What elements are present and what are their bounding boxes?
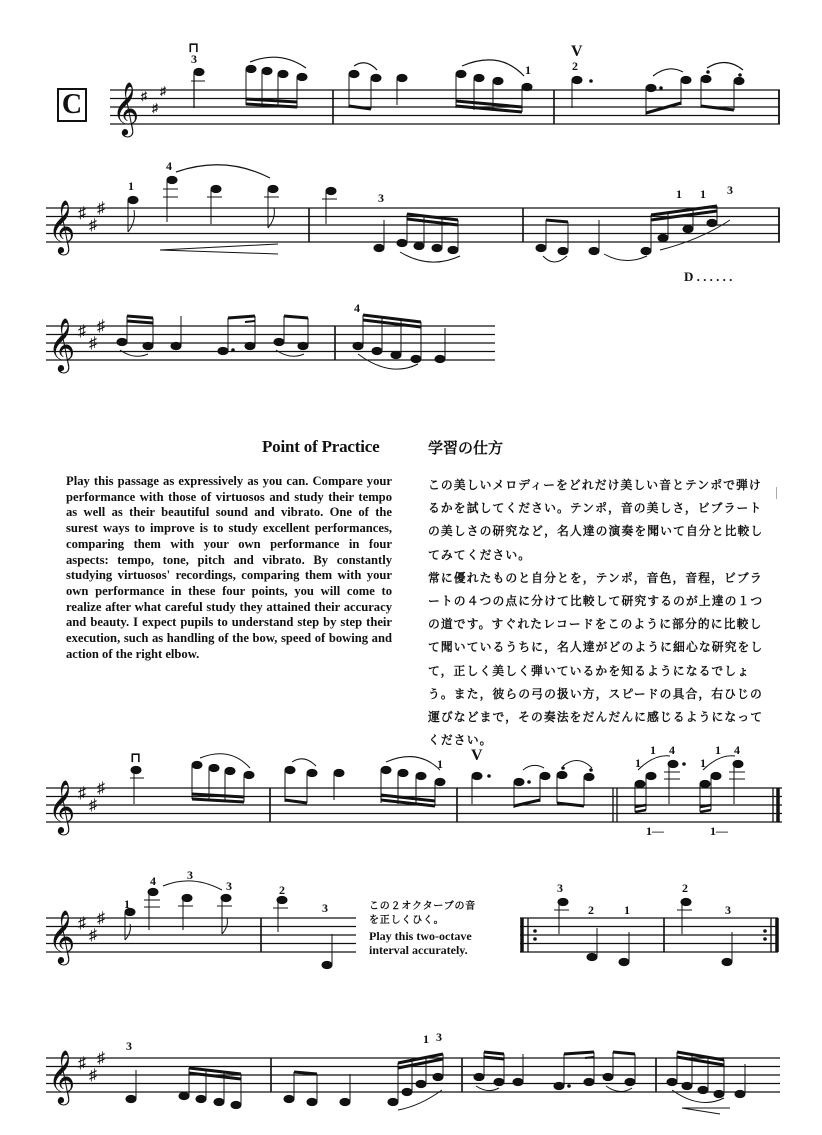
practice-heading-en: Point of Practice — [262, 437, 380, 456]
music-staff-1 — [0, 0, 822, 150]
down-bow-icon: ⊓ — [188, 40, 200, 56]
practice-body-en: Play this passage as expressively as you can. Compare your performance with those of virtuosos and study their tempo as well as their beautiful sound and vibrato. One of the surest ways to improve is to study excellent performances, comparing them with your own performance in four aspects: tempo, tone, pitch and vibrato. By constantly studying virtuosos' recordings, comparing them with your own performance in these four points, you will come to realize after what careful study they attained their accuracy and beauty. I expect pupils to understand step by step their execution, such as handling of the bow, speed of bowing and action of the right elbow. — [66, 474, 392, 661]
treble-clef-icon: 𝄞 — [48, 779, 76, 833]
svg-text:♯: ♯ — [78, 915, 86, 932]
svg-text:2: 2 — [682, 881, 688, 895]
svg-text:3: 3 — [191, 52, 197, 66]
treble-clef-icon: 𝄞 — [112, 81, 140, 135]
music-staff-2 — [0, 150, 822, 290]
svg-text:1: 1 — [700, 756, 706, 770]
treble-clef-icon: 𝄞 — [48, 317, 76, 371]
svg-text:2: 2 — [279, 883, 285, 897]
music-staff-6 — [0, 1010, 822, 1130]
rehearsal-mark-c: C — [57, 88, 87, 122]
svg-text:♯: ♯ — [97, 780, 105, 797]
octave-note-en-line-1: Play this two-octave — [369, 929, 472, 943]
string-indication: 1— — [710, 824, 728, 838]
svg-text:3: 3 — [322, 901, 328, 915]
practice-body-ja-paragraph-2: 常に優れたものと自分とを，テンポ，音色，音程，ビブラートの４つの点に分けて比較して研究するのが上達の１つの道です。すぐれたレコードをこのように部分的に比較して聞いているうちに，名人達がどのように細心な研究をして，正しく美しく弾いているかを知るようになるでしょう。また，彼らの弓の扱い方，スピードの具合，右ひじの運びなどまで，その奏法をだんだんに感じるようになってください。 — [428, 570, 764, 748]
svg-text:1: 1 — [437, 757, 443, 771]
svg-text:♯: ♯ — [78, 1055, 86, 1072]
svg-text:♯: ♯ — [141, 89, 147, 103]
treble-clef-icon: 𝄞 — [48, 199, 76, 253]
practice-body-ja-paragraph-1: この美しいメロディーをどれだけ美しい音とテンポで弾けるかを試してください。テンポ，音の美しさ，ビブラートの美しさの研究など，名人達の演奏を聞いて自分と比較してみてください。 — [428, 478, 764, 562]
practice-body-ja — [428, 474, 774, 752]
music-staff-3 — [0, 300, 822, 400]
music-staff-4 — [0, 740, 822, 850]
svg-text:3: 3 — [226, 879, 232, 893]
svg-text:2: 2 — [572, 59, 578, 73]
svg-text:3: 3 — [378, 191, 384, 205]
svg-text:♯: ♯ — [97, 318, 105, 335]
svg-text:1: 1 — [715, 743, 721, 757]
octave-note-ja — [369, 900, 476, 928]
svg-text:♯: ♯ — [97, 910, 105, 927]
svg-text:♯: ♯ — [160, 84, 166, 98]
svg-text:♯: ♯ — [152, 101, 158, 115]
octave-note-ja-line-2: を正しくひく。 — [369, 915, 445, 926]
svg-text:♯: ♯ — [89, 335, 97, 352]
octave-note-en — [369, 929, 472, 957]
svg-text:3: 3 — [187, 868, 193, 882]
svg-text:1: 1 — [423, 1032, 429, 1046]
svg-text:♯: ♯ — [89, 1067, 97, 1084]
practice-heading-ja: 学習の仕方 — [428, 439, 504, 457]
treble-clef-icon: 𝄞 — [48, 1049, 76, 1103]
svg-text:3: 3 — [725, 903, 731, 917]
svg-text:1: 1 — [650, 743, 656, 757]
svg-text:4: 4 — [354, 301, 360, 315]
svg-text:♯: ♯ — [78, 205, 86, 222]
svg-text:3: 3 — [557, 881, 563, 895]
svg-text:♯: ♯ — [89, 927, 97, 944]
svg-text:1: 1 — [624, 903, 630, 917]
string-indication: 1— — [646, 824, 664, 838]
svg-text:1: 1 — [700, 187, 706, 201]
treble-clef-icon: 𝄞 — [48, 909, 76, 963]
up-bow-icon: V — [471, 747, 483, 764]
svg-text:1: 1 — [676, 187, 682, 201]
svg-text:4: 4 — [150, 874, 156, 888]
svg-text:1: 1 — [124, 897, 130, 911]
svg-text:1: 1 — [635, 756, 641, 770]
octave-note-en-line-2: interval accurately. — [369, 943, 468, 957]
svg-text:♯: ♯ — [97, 1050, 105, 1067]
svg-text:3: 3 — [436, 1030, 442, 1044]
svg-text:2: 2 — [588, 903, 594, 917]
svg-text:4: 4 — [166, 159, 172, 173]
svg-text:4: 4 — [734, 743, 740, 757]
dynamic-marking: D . . . . . . — [684, 269, 733, 284]
svg-text:3: 3 — [727, 183, 733, 197]
down-bow-icon: ⊓ — [130, 750, 142, 766]
svg-text:♯: ♯ — [89, 797, 97, 814]
svg-text:♯: ♯ — [78, 785, 86, 802]
svg-text:♯: ♯ — [89, 217, 97, 234]
svg-text:1: 1 — [525, 63, 531, 77]
up-bow-icon: V — [571, 43, 583, 60]
svg-text:3: 3 — [126, 1039, 132, 1053]
octave-note-ja-line-1: この２オクターブの音 — [369, 901, 477, 912]
margin-mark — [776, 487, 777, 499]
svg-text:♯: ♯ — [97, 200, 105, 217]
svg-text:1: 1 — [128, 179, 134, 193]
svg-text:♯: ♯ — [78, 323, 86, 340]
svg-text:4: 4 — [669, 743, 675, 757]
